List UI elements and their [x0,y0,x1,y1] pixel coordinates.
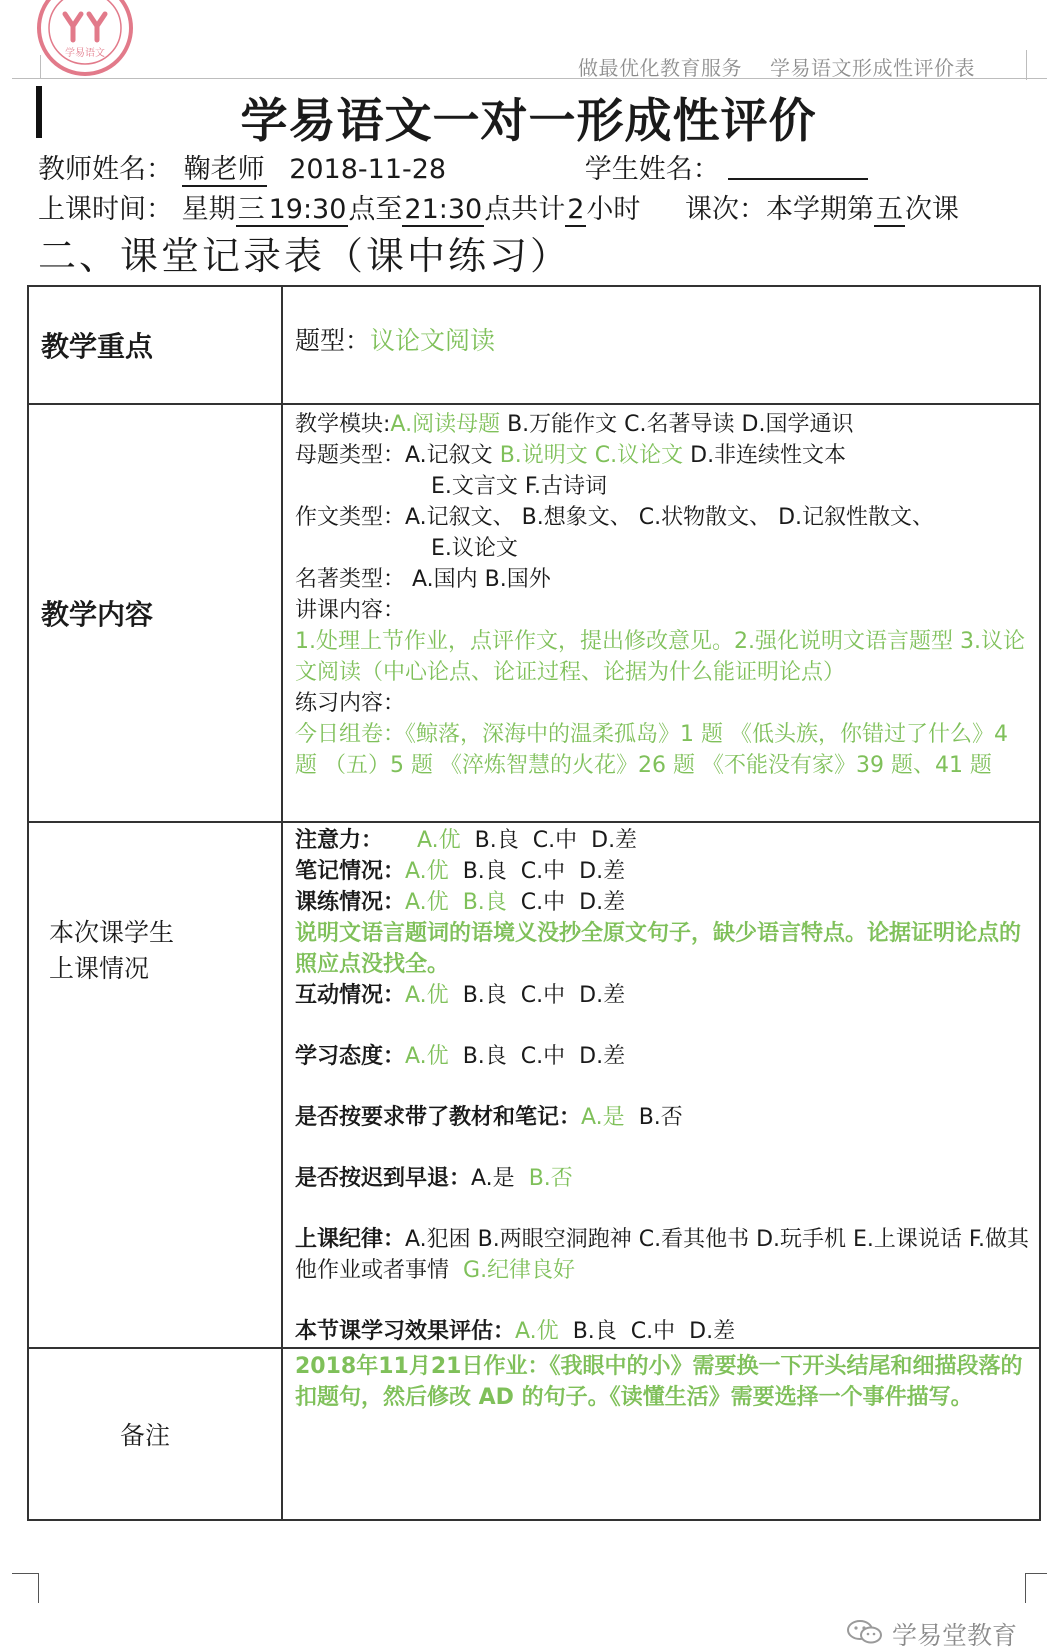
remarks-text: 2018年11月21日作业：《我眼中的小》需要换一下开头结尾和细描段落的扣题句，然后修改 AD 的句子。《读懂生活》需要选择一个事件描写。 [295,1354,1023,1410]
materials-line [295,1102,1031,1133]
effect-opt-a: A.优 [515,1319,559,1344]
focus-label: 教学重点 [28,286,282,404]
attitude-opt-a: A.优 [405,1044,449,1069]
time-label: 上课时间： [38,194,173,225]
lecture-text: 1.处理上节作业，点评作文，提出修改意见。2.强化说明文语言题型 3.议论文阅读（中心论点、论证过程、论据为什么能证明论点） [295,629,1025,685]
discipline-line [295,1224,1031,1286]
record-table [27,285,1041,1521]
start-time: 19:30 [268,194,347,225]
interaction-opt-b: B.良 [462,983,507,1008]
teacher-name: 鞠老师 [183,154,265,185]
type-label: 题型： [295,326,371,355]
module-selected: A.阅读母题 [390,412,501,437]
effect-opt-c: C.中 [630,1319,676,1344]
module-rest: B.万能作文 C.名著导读 D.国学通识 [507,412,854,437]
footer-brand: 学易堂教育 [892,1621,1018,1650]
weekday: 三 [237,194,265,225]
effect-line [295,1316,1031,1347]
notes-opt-b: B.良 [462,859,507,884]
footer-corner-right-h [1025,1573,1047,1574]
mother-selected: B.说明文 C.议论文 [499,443,684,468]
module-label: 教学模块: [295,412,391,437]
student-label: 学生姓名： [584,154,720,185]
practice-opt-c: C.中 [520,890,566,915]
total-text: 点共计 [484,194,566,225]
materials-label: 是否按要求带了教材和笔记： [295,1105,582,1130]
school-seal-logo [35,0,140,80]
late-label: 是否按迟到早退： [295,1166,472,1191]
interaction-opt-c: C.中 [520,983,566,1008]
late-yes: A.是 [471,1166,515,1191]
materials-no: B.否 [638,1105,683,1130]
to-text: 点至 [348,194,403,225]
performance-label [28,822,282,1348]
effect-opt-b: B.良 [572,1319,617,1344]
practice-opt-d: D.差 [579,890,626,915]
content-details [282,404,1040,822]
focus-content [282,286,1040,404]
essay-options: A.记叙文、 B.想象文、 C.状物散文、 D.记叙性散文、 [405,505,935,530]
section-title: 二、课堂记录表（课中练习） [38,234,572,278]
practice-opt-b: B.良 [462,890,507,915]
late-no: B.否 [528,1166,573,1191]
lesson-suffix: 次课 [905,194,959,225]
mother-line [295,440,1031,471]
logo-text: 学易语文 [65,48,105,59]
header-corner-left [40,55,41,79]
practice-opt-a: A.优 [405,890,449,915]
row-student-performance [28,822,1040,1348]
content-label: 教学内容 [28,404,282,822]
late-line [295,1163,1031,1194]
mother-line-2: E.文言文 F.古诗词 [431,474,608,499]
attention-opt-d: D.差 [591,828,638,853]
interaction-opt-d: D.差 [579,983,626,1008]
lecture-label: 讲课内容： [295,598,406,623]
footer-corner-left-h [12,1573,38,1574]
practice-line [295,887,1031,918]
attention-opt-b: B.良 [474,828,519,853]
teacher-info-row [38,147,868,186]
mother-d: D.非连续性文本 [690,443,847,468]
attitude-opt-d: D.差 [579,1044,626,1069]
notes-opt-a: A.优 [405,859,449,884]
attention-opt-c: C.中 [532,828,578,853]
student-name-blank [728,156,868,180]
form-name: 学易语文形成性评价表 [770,56,975,80]
practice-perf-label: 课练情况： [295,890,406,915]
module-line [295,409,1031,440]
mother-label: 母题类型： [295,443,406,468]
classic-line [295,564,1031,595]
header-corner-right [1026,50,1027,80]
effect-label: 本节课学习效果评估： [295,1319,516,1344]
essay-label: 作文类型： [295,505,406,530]
practice-label: 练习内容： [295,691,406,716]
discipline-selected: G.纪律良好 [463,1258,576,1283]
mother-a: A.记叙文 [405,443,493,468]
performance-details [282,822,1040,1348]
footer-corner-right-v [1025,1573,1026,1603]
lesson-prefix: 本学期第 [766,194,874,225]
attention-line [295,825,1031,856]
notes-line [295,856,1031,887]
time-info-row [38,187,959,226]
lesson-number: 五 [876,194,903,225]
hours: 2 [567,194,585,225]
classic-label: 名著类型： [295,567,406,592]
attitude-opt-c: C.中 [520,1044,566,1069]
practice-text: 今日组卷：《鲸落，深海中的温柔孤岛》1 题 《低头族，你错过了什么》4 题 （五）5 题 《淬炼智慧的火花》26 题 《不能没有家》39 题、41 题 [295,722,1008,778]
attitude-line [295,1041,1031,1072]
effect-opt-d: D.差 [689,1319,736,1344]
interaction-label: 互动情况： [295,983,406,1008]
lesson-date: 2018-11-28 [289,154,447,185]
remarks-label: 备注 [28,1348,282,1520]
weekday-prefix: 星期 [181,194,236,225]
interaction-opt-a: A.优 [405,983,449,1008]
footer-corner-left-v [38,1573,39,1603]
essay-line-2: E.议论文 [431,536,518,561]
notes-opt-d: D.差 [579,859,626,884]
end-time: 21:30 [404,194,483,225]
tagline: 做最优化教育服务 [578,56,742,80]
attention-label: 注意力： [295,828,384,853]
classic-options: A.国内 B.国外 [412,567,551,592]
attitude-opt-b: B.良 [462,1044,507,1069]
notes-opt-c: C.中 [520,859,566,884]
row-remarks [28,1348,1040,1520]
teacher-comment: 说明文语言题词的语境义没抄全原文句子，缺少语言特点。论据证明论点的照应点没找全。 [295,921,1022,977]
hours-unit: 小时 [586,194,641,225]
remarks-content [282,1348,1040,1520]
materials-yes: A.是 [581,1105,625,1130]
header-tagline [578,52,975,81]
row-teaching-focus [28,286,1040,404]
attention-opt-a: A.优 [417,828,461,853]
page-title: 学易语文一对一形成性评价 [240,94,817,149]
wechat-icon [845,1618,885,1646]
essay-line [295,502,1031,533]
row-teaching-content [28,404,1040,822]
attitude-label: 学习态度： [295,1044,406,1069]
performance-label-2: 上课情况 [49,954,150,983]
teacher-label: 教师姓名： [38,154,173,185]
type-value: 议论文阅读 [370,326,496,355]
lesson-label: 课次： [685,194,766,225]
discipline-options: A.犯困 B.两眼空洞跑神 C.看其他书 D.玩手机 E.上课说话 F.做其他作业或者事情 [295,1227,1030,1283]
notes-label: 笔记情况： [295,859,406,884]
interaction-line [295,980,1031,1011]
performance-label-1: 本次课学生 [49,918,175,947]
discipline-label: 上课纪律： [295,1227,406,1252]
